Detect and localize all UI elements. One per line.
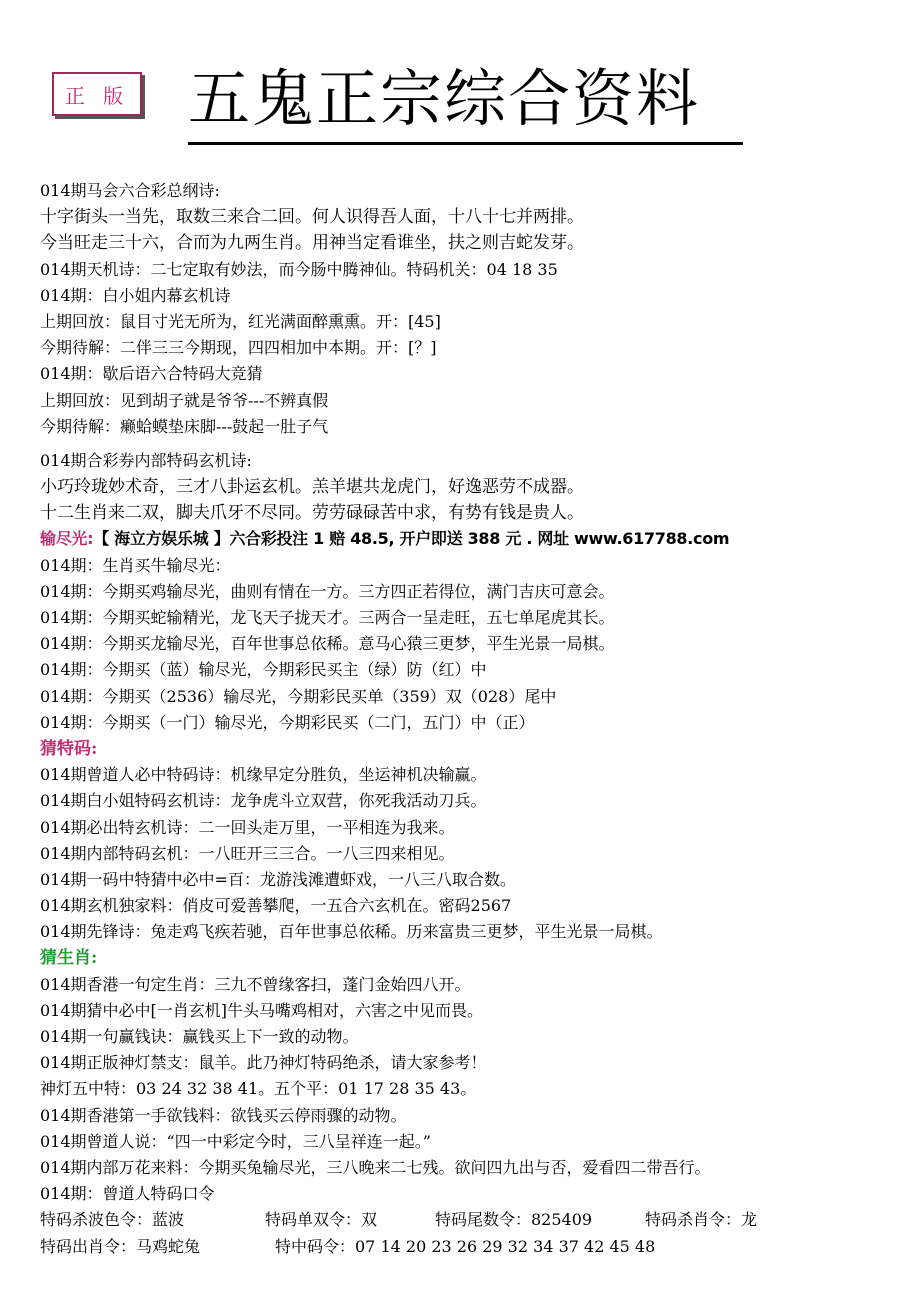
text-line: 014期：白小姐内幕玄机诗 xyxy=(40,285,231,305)
text-line: 014期合彩券内部特码玄机诗: xyxy=(40,450,252,470)
code-item: 特中码令：07 14 20 23 26 29 32 34 37 42 45 48 xyxy=(275,1236,656,1256)
text-line: 014期内部特码玄机：一八旺开三三合。一八三四来相见。 xyxy=(40,843,455,863)
text-line: 014期：今期买鸡输尽光，曲则有情在一方。三方四正若得位，满门吉庆可意会。 xyxy=(40,581,615,601)
spacer xyxy=(40,440,890,448)
block-1 xyxy=(40,178,890,440)
section-heading-shengxiao: 猜生肖: xyxy=(40,948,98,969)
ad-label: 输尽光: xyxy=(40,529,94,549)
text-line: 014期天机诗：二七定取有妙法，而今肠中腾神仙。特码机关：04 18 35 xyxy=(40,259,558,279)
text-line: 014期正版神灯禁支：鼠羊。此乃神灯特码绝杀，请大家参考！ xyxy=(40,1053,487,1073)
text-line: 014期曾道人必中特码诗：机缘早定分胜负，坐运神机决输赢。 xyxy=(40,765,487,785)
text-line: 今期待解：癞蛤蟆垫床脚---鼓起一肚子气 xyxy=(40,416,329,436)
text-line: 神灯五中特：03 24 32 38 41。五个平：01 17 28 35 43。 xyxy=(40,1079,477,1099)
text-line: 014期猜中必中[一肖玄机]牛头马嘴鸡相对，六害之中见而畏。 xyxy=(40,1000,484,1020)
text-line: 014期玄机独家料：俏皮可爱善攀爬，一五合六玄机在。密码2567 xyxy=(40,896,512,916)
code-item: 特码出肖令：马鸡蛇兔 xyxy=(40,1236,201,1256)
text-line: 014期：曾道人特码口令 xyxy=(40,1184,215,1204)
code-item: 特码单双令：双 xyxy=(265,1210,378,1230)
text-line: 今当旺走三十六，合而为九两生肖。用神当定看谁坐，扶之则吉蛇发芽。 xyxy=(40,233,584,254)
text-line: 上期回放：鼠目寸光无所为，红光满面醉熏熏。开：[45] xyxy=(40,311,441,331)
text-line: 014期白小姐特码玄机诗：龙争虎斗立双营，你死我活动刀兵。 xyxy=(40,791,487,811)
text-line: 014期必出特玄机诗：二一回头走万里，一平相连为我来。 xyxy=(40,817,455,837)
code-item: 特码杀肖令：龙 xyxy=(645,1210,758,1230)
block-2 xyxy=(40,448,890,527)
text-line: 014期马会六合彩总纲诗: xyxy=(40,181,220,200)
ad-banner xyxy=(40,526,890,552)
text-line: 014期香港第一手欲钱料：欲钱买云停雨骤的动物。 xyxy=(40,1105,407,1125)
text-line: 014期香港一句定生肖：三九不曾缘客扫，蓬门金始四八开。 xyxy=(40,974,471,994)
code-item: 特码杀波色令：蓝波 xyxy=(40,1210,185,1230)
text-line: 014期先锋诗：兔走鸡飞疾若驰，百年世事总依稀。历来富贵三更梦，平生光景一局棋。 xyxy=(40,922,663,942)
text-line: 014期：歇后语六合特码大竞猜 xyxy=(40,364,263,384)
text-line: 十二生肖来二双，脚夫爪牙不尽同。劳劳碌碌苦中求，有势有钱是贵人。 xyxy=(40,503,584,524)
text-line: 014期：今期买（一门）输尽光，今期彩民买（二门，五门）中（正） xyxy=(40,712,535,732)
text-line: 小巧玲珑妙术奇，三才八卦运玄机。羔羊堪共龙虎门，好逸恶劳不成器。 xyxy=(40,477,584,498)
text-line: 十字街头一当先，取数三来合二回。何人识得吾人面，十八十七并两排。 xyxy=(40,207,584,228)
page-title: 五鬼正宗综合资料 xyxy=(188,58,743,145)
code-item: 特码尾数令：825409 xyxy=(435,1210,593,1230)
text-line: 014期一句赢钱诀：赢钱买上下一致的动物。 xyxy=(40,1027,359,1046)
text-line: 014期：今期买蛇输精光，龙飞天子拢天才。三两合一呈走旺，五七单尾虎其长。 xyxy=(40,608,615,627)
zhengban-badge xyxy=(52,72,142,116)
text-line: 今期待解：二伴三三今期现，四四相加中本期。开：[？] xyxy=(40,338,437,358)
block-3 xyxy=(40,553,890,736)
text-line: 014期一码中特猜中必中=百：龙游浅滩遭虾戏，一八三八取合数。 xyxy=(40,869,516,889)
text-line: 上期回放：见到胡子就是爷爷---不辨真假 xyxy=(40,390,329,410)
block-5 xyxy=(40,972,890,1208)
code-row-1 xyxy=(40,1207,890,1233)
text-line: 014期：生肖买牛输尽光： xyxy=(40,555,231,575)
text-line: 014期曾道人说：“四一中彩定今时，三八呈祥连一起。” xyxy=(40,1131,431,1151)
text-line: 014期：今期买龙输尽光，百年世事总依稀。意马心猿三更梦，平生光景一局棋。 xyxy=(40,634,615,654)
badge-text: 正 版 xyxy=(64,83,130,108)
text-line: 014期内部万花来料：今期买兔输尽光，三八晚来二七残。欲问四九出与否，爱看四二带吾行。 xyxy=(40,1157,711,1177)
section-heading-tema: 猜特码: xyxy=(40,738,98,759)
ad-text: 【 海立方娱乐城 】六合彩投注 1 赔 48.5, 开户即送 388 元 . 网址 www.617788.com xyxy=(93,529,730,549)
block-4 xyxy=(40,762,890,945)
code-row-2 xyxy=(40,1234,890,1260)
text-line: 014期：今期买（蓝）输尽光，今期彩民买主（绿）防（红）中 xyxy=(40,660,487,680)
text-line: 014期：今期买（2536）输尽光，今期彩民买单（359）双（028）尾中 xyxy=(40,686,557,706)
main-content xyxy=(40,178,890,1260)
